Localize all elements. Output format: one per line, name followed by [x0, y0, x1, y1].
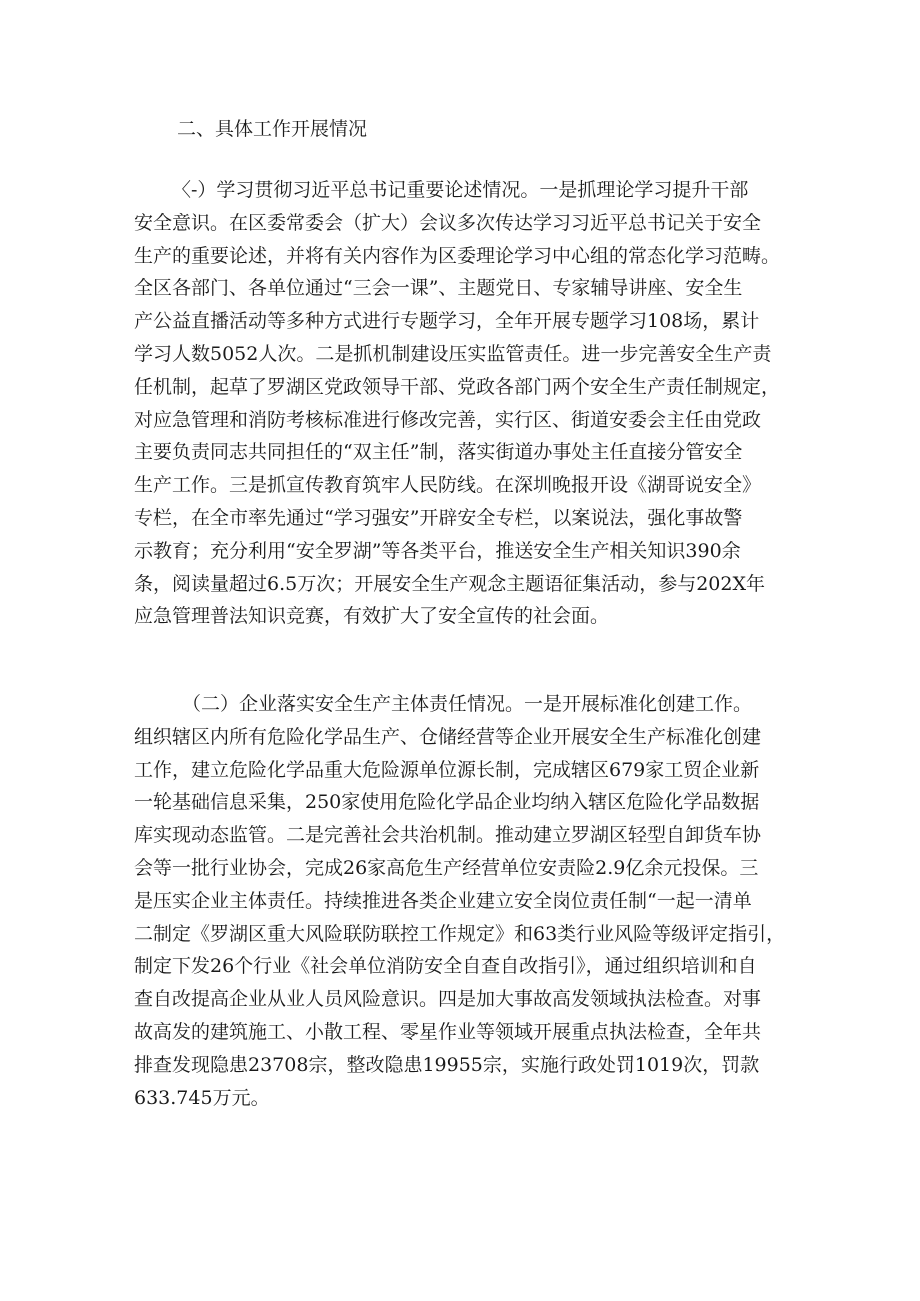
- paragraph-line: 是压实企业主体责任。持续推进各类企业建立安全岗位责任制“一起一清单: [134, 889, 752, 912]
- paragraph-study-implementation: [134, 174, 794, 633]
- paragraph-line: 应急管理普法知识竞赛，有效扩大了安全宣传的社会面。: [134, 605, 610, 628]
- paragraph-line: 二制定《罗湖区重大风险联防联控工作规定》和63类行业风险等级评定指引，: [134, 922, 786, 945]
- paragraph-line: 工作，建立危险化学品重大危险源单位源长制，完成辖区679家工贸企业新: [134, 758, 760, 781]
- paragraph-line: 对应急管理和消防考核标准进行修改完善，实行区、街道安委会主任由党政: [134, 408, 762, 431]
- paragraph-line: 任机制，起草了罗湖区党政领导干部、党政各部门两个安全生产责任制规定，: [134, 375, 781, 398]
- paragraph-line: （二）企业落实安全生产主体责任情况。一是开展标准化创建工作。: [182, 693, 753, 715]
- paragraph-line: 全区各部门、各单位通过“三会一课”、主题党日、专家辅导讲座、安全生: [134, 277, 743, 300]
- paragraph-line: 排查发现隐患23708宗，整改隐患19955宗，实施行政处罚1019次，罚款: [134, 1053, 760, 1076]
- paragraph-enterprise-responsibility: [134, 688, 794, 1114]
- paragraph-line: 生产的重要论述，并将有关内容作为区委理论学习中心组的常态化学习范畴。: [134, 244, 781, 267]
- paragraph-line: 主要负责同志共同担任的“双主任”制，落实街道办事处主任直接分管安全: [134, 441, 743, 464]
- paragraph-line: 生产工作。三是抓宣传教育筑牢人民防线。在深圳晚报开设《湖哥说安全》: [134, 474, 762, 497]
- paragraph-line: 学习人数5052人次。二是抓机制建设压实监管责任。进一步完善安全生产责: [134, 342, 772, 365]
- paragraph-line: 安全意识。在区委常委会（扩大）会议多次传达学习习近平总书记关于安全: [134, 211, 762, 234]
- section-heading: 二、具体工作开展情况: [177, 118, 368, 140]
- paragraph-line: 会等一批行业协会，完成26家高危生产经营单位安责险2.9亿余元投保。三: [134, 856, 759, 879]
- paragraph-line: 专栏，在全市率先通过“学习强安”开辟安全专栏，以案说法，强化事故警: [134, 506, 743, 529]
- paragraph-line: 制定下发26个行业《社会单位消防安全自查自改指引》，通过组织培训和自: [134, 955, 757, 978]
- paragraph-line: 条，阅读量超过6.5万次；开展安全生产观念主题语征集活动，参与202X年: [134, 572, 766, 595]
- paragraph-line: 633.745万元。: [134, 1086, 270, 1109]
- paragraph-line: 〈-）学习贯彻习近平总书记重要论述情况。一是抓理论学习提升干部: [172, 179, 749, 201]
- paragraph-line: 故高发的建筑施工、小散工程、零星作业等领域开展重点执法检查，全年共: [134, 1020, 762, 1043]
- paragraph-line: 查自改提高企业从业人员风险意识。四是加大事故高发领域执法检查。对事: [134, 988, 762, 1011]
- paragraph-line: 一轮基础信息采集，250家使用危险化学品企业均纳入辖区危险化学品数据: [134, 791, 760, 814]
- paragraph-line: 组织辖区内所有危险化学品生产、仓储经营等企业开展安全生产标准化创建: [134, 725, 762, 748]
- paragraph-line: 库实现动态监管。二是完善社会共治机制。推动建立罗湖区轻型自卸货车协: [134, 824, 762, 847]
- paragraph-line: 示教育；充分利用“安全罗湖”等各类平台，推送安全生产相关知识390余: [134, 539, 741, 562]
- paragraph-line: 产公益直播活动等多种方式进行专题学习，全年开展专题学习108场，累计: [134, 310, 760, 333]
